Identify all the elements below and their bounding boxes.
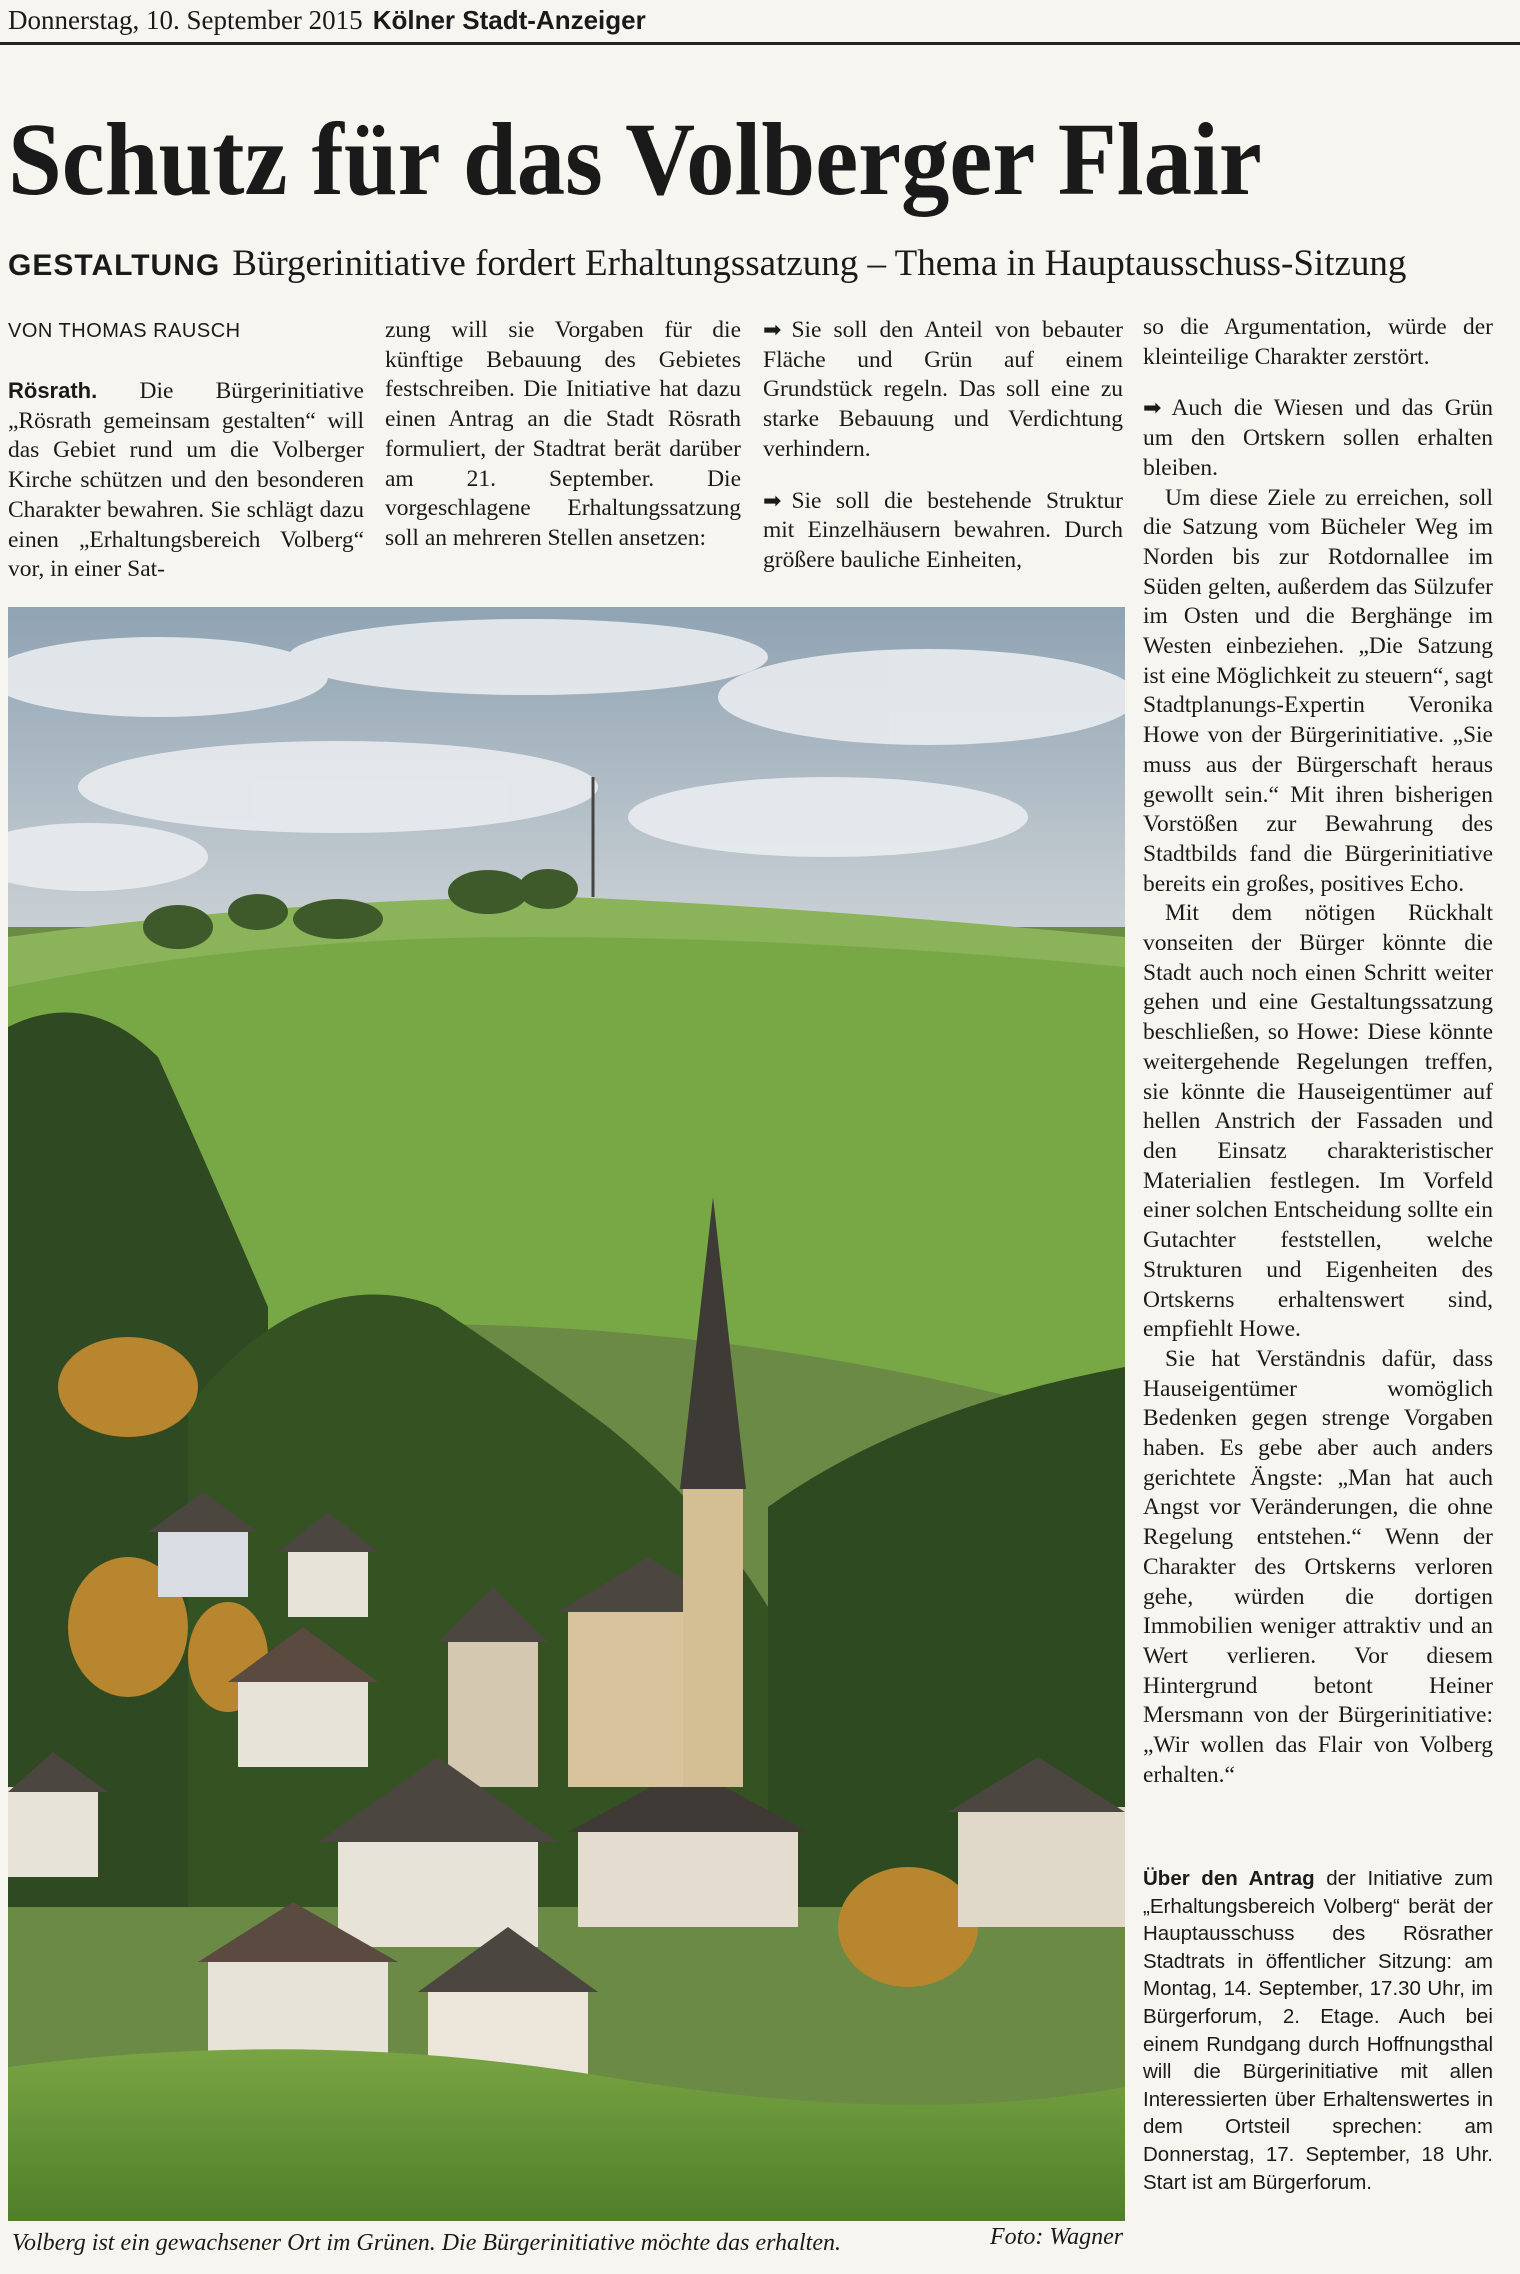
text-column-4 (1143, 313, 1493, 1790)
top-rule (0, 42, 1520, 45)
bullet-2-text: Sie soll die bestehende Struktur mit Einzelhäusern bewahren. Durch größere bauliche Einheiten, (763, 487, 1123, 573)
text-column-1 (8, 376, 364, 585)
paragraph-design-statute: Mit dem nötigen Rückhalt vonseiten der Bürger könnte die Stadt auch noch einen Schritt weiter gehen und eine Gestaltungssatzung beschließen, so Howe: Diese könnte weitergehende Regelungen treffen, sie könnte die Hauseigentümer auf hellen Anstrich der Fassaden und den Einsatz charakteristischer Materialien festlegen. Im Vorfeld einer solchen Entscheidung sollte ein Gutachter feststellen, welche Strukturen und Eigenheiten des Ortskerns erhaltenswert sind, empfiehlt Howe. (1143, 900, 1493, 1343)
info-box-text: der Initiative zum „Erhaltungsbereich Volberg“ berät der Hauptausschuss des Rösrather Stadtrats in öffentlicher Sitzung: am Montag, 14. September, 17.30 Uhr, im Bürgerforum, 2. Etage. Auch bei einem Rundgang durch Hoffnungsthal will die Bürgerinitiative mit allen Interessierten über Erhaltenswertes in dem Ortsteil sprechen: am Donnerstag, 17. September, 18 Uhr. Start ist am Bürgerforum. (1143, 1867, 1494, 2194)
village-photo (8, 607, 1125, 2221)
arrow-bullet-icon: ➡ (763, 488, 782, 514)
newspaper-name: Kölner Stadt-Anzeiger (372, 5, 646, 35)
photo-caption: Volberg ist ein gewachsener Ort im Grünen. Die Bürgerinitiative möchte das erhalten. (12, 2230, 841, 2256)
column-2-text: zung will sie Vorgaben für die künftige Bebauung des Gebietes festschreiben. Die Initiative hat dazu einen Antrag an die Stadt Rösrath formuliert, der Stadtrat berät darüber am 21. September. Die vorgeschlagene Erhaltungssatzung soll an mehreren Stellen ansetzen: (385, 317, 741, 551)
issue-date: Donnerstag, 10. September 2015 (8, 5, 363, 35)
village-landscape-illustration (8, 607, 1125, 2221)
section-kicker: GESTALTUNG (8, 249, 221, 282)
column-1-text: Die Bürgerinitiative „Rösrath gemeinsam gestalten“ will das Gebiet rund um die Volberger Kirche schützen und den besonderen Charakter bewahren. Sie schlägt dazu einen „Erhaltungsbereich Volberg“ vor, in einer Sat- (8, 378, 364, 583)
dateline (8, 2, 646, 42)
text-column-3 (763, 316, 1123, 576)
paragraph-goals: Um diese Ziele zu erreichen, soll die Satzung vom Bücheler Weg im Norden bis zur Rotdornallee im Süden gelten, außerdem das Sülzufer im Osten und die Berghänge im Westen einbeziehen. „Die Satzung ist eine Möglichkeit zu steuern“, sagt Stadtplanungs-Expertin Veronika Howe von der Bürgerinitiative. „Sie muss aus der Bürgerschaft heraus gewollt sein.“ Mit ihren bisherigen Vorstößen zur Bewahrung des Stadtbilds fand die Bürgerinitiative bereits ein großes, positives Echo. (1143, 484, 1493, 897)
column-4-continuation: so die Argumentation, würde der kleinteilige Charakter zerstört. (1143, 314, 1493, 370)
bullet-1-text: Sie soll den Anteil von bebauter Fläche und Grün auf einem Grundstück regeln. Das soll eine zu starke Bebauung und Verdichtung verhindern. (763, 317, 1123, 462)
byline: VON THOMAS RAUSCH (8, 320, 241, 342)
info-box-lead: Über den Antrag (1143, 1867, 1315, 1890)
dateline-place: Rösrath. (8, 378, 98, 403)
photo-credit: Foto: Wagner (990, 2224, 1124, 2250)
info-box (1143, 1865, 1493, 2196)
arrow-bullet-icon: ➡ (1143, 396, 1162, 422)
foreground-grass (8, 2049, 1125, 2221)
text-column-2 (385, 316, 741, 554)
article-subheadline (8, 240, 1508, 290)
bullet-3-text: Auch die Wiesen und das Grün um den Ortskern sollen erhalten bleiben. (1143, 395, 1493, 481)
article-headline: Schutz für das Volberger Flair (8, 102, 1262, 217)
arrow-bullet-icon: ➡ (763, 318, 782, 343)
paragraph-concerns: Sie hat Verständnis dafür, dass Hauseigentümer womöglich Bedenken gegen strenge Vorgaben haben. Es gebe aber auch anders gerichtete Ängste: „Man hat auch Angst vor Veränderungen, die ohne Regelung entstehen.“ Wenn der Charakter des Ortskerns verloren gehe, würden die dortigen Immobilien weniger attraktiv und an Wert verlieren. Vor diesem Hintergrund betont Heiner Mersmann von der Bürgerinitiative: „Wir wollen das Flair von Volberg erhalten.“ (1143, 1345, 1493, 1788)
subheadline-text: Bürgerinitiative fordert Erhaltungssatzung – Thema in Hauptausschuss-Sitzung (232, 243, 1407, 284)
